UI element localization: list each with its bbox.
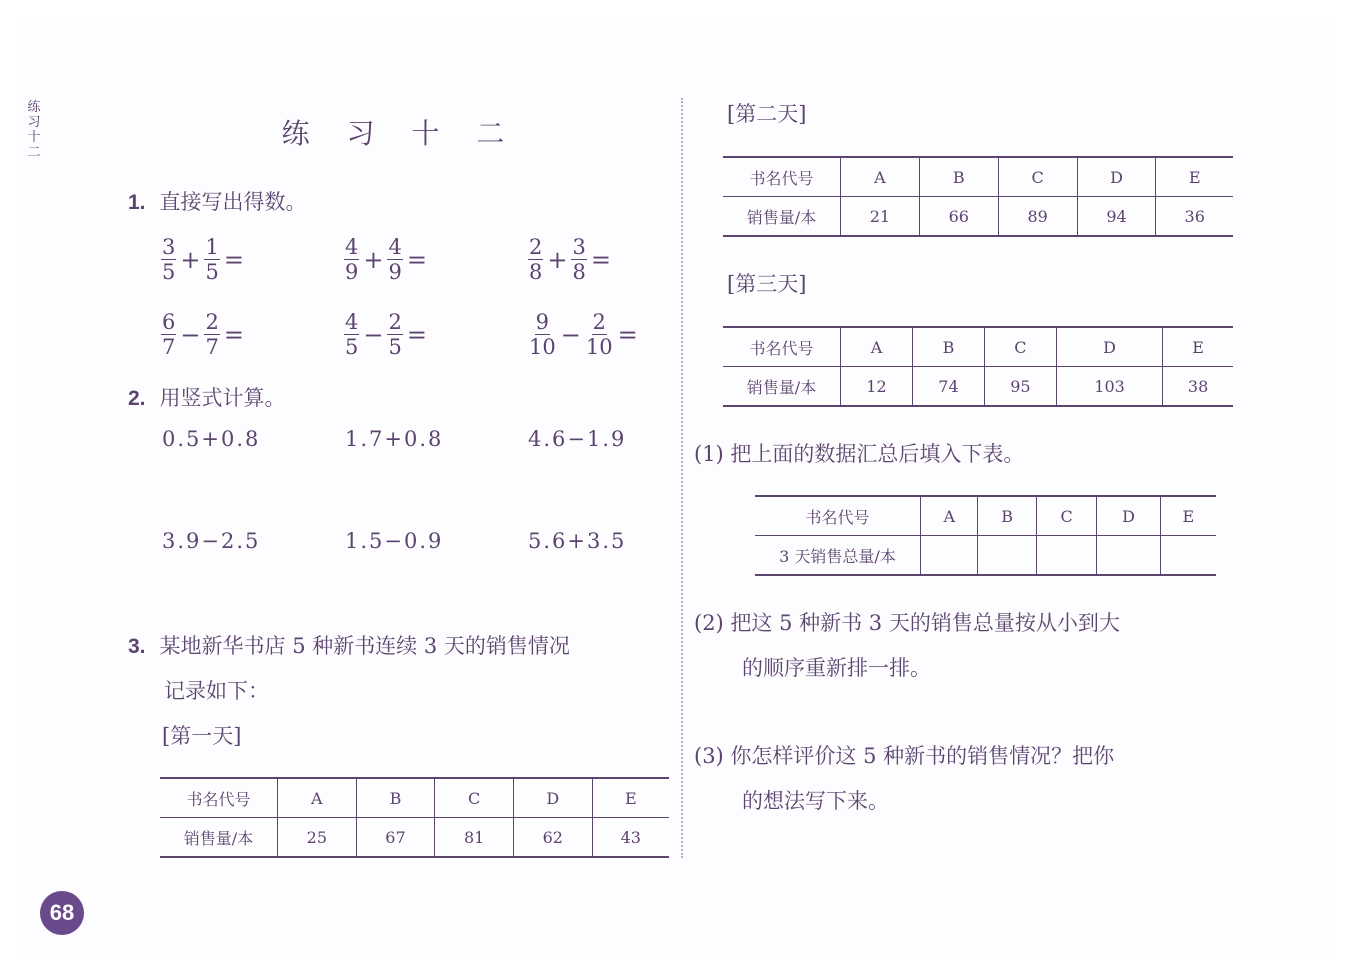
table-header-cell: B (919, 157, 998, 197)
numerator: 4 (345, 235, 359, 259)
numerator: 3 (162, 235, 176, 259)
fraction (204, 310, 219, 359)
day-1-label: [第一天] (162, 724, 242, 748)
table-header-cell: A (841, 157, 920, 197)
equals-sign: = (223, 245, 244, 274)
question-3 (128, 630, 570, 660)
operator: + (363, 245, 384, 274)
day-3-label: [第三天] (727, 272, 807, 296)
fraction-expression (343, 235, 430, 284)
table-row (755, 496, 1216, 536)
numerator: 6 (162, 310, 176, 334)
equals-sign: = (406, 320, 427, 349)
fraction (204, 235, 219, 284)
operator: − (560, 320, 581, 349)
table-row (160, 778, 669, 818)
side-chapter-label (26, 100, 42, 160)
table-cell: 25 (278, 818, 357, 858)
equals-sign: = (406, 245, 427, 274)
question-number: 2. (128, 387, 146, 410)
answer-cell[interactable] (1160, 536, 1216, 576)
table-row-label: 销售量/本 (160, 818, 278, 858)
summary-table (755, 495, 1216, 576)
table-header-cell: D (1056, 327, 1162, 367)
table-row (723, 157, 1233, 197)
question-text: 直接写出得数。 (159, 190, 307, 214)
fraction-expression (527, 235, 614, 284)
equals-sign: = (590, 245, 611, 274)
table-row (755, 536, 1216, 576)
table-header-cell: 书名代号 (805, 507, 870, 527)
answer-cell[interactable] (978, 536, 1036, 576)
sub-question-2-line2: 的顺序重新排一排。 (742, 656, 931, 680)
table-header-cell: A (841, 327, 913, 367)
page-number-badge: 68 (40, 891, 84, 935)
denominator: 5 (162, 260, 176, 284)
page-title: 练 习 十 二 (281, 117, 519, 150)
operator: + (547, 245, 568, 274)
table-header-cell: E (592, 778, 669, 818)
day-2-table (723, 156, 1233, 237)
numerator: 1 (205, 235, 219, 259)
table-header-cell: C (1036, 496, 1097, 536)
calc-expression: 4.6−1.9 (528, 427, 627, 451)
question-text: 某地新华书店 5 种新书连续 3 天的销售情况 (159, 634, 570, 658)
denominator: 7 (205, 335, 219, 359)
side-char: 习 (27, 115, 41, 130)
column-divider (681, 98, 683, 858)
table-cell: 103 (1056, 367, 1162, 407)
calc-expression: 5.6+3.5 (528, 529, 627, 553)
table-cell: 74 (912, 367, 984, 407)
fraction (528, 235, 543, 284)
operator: − (363, 320, 384, 349)
calc-expression: 0.5+0.8 (162, 427, 261, 451)
denominator: 9 (345, 260, 359, 284)
calc-expression: 1.7+0.8 (345, 427, 444, 451)
table-cell: 89 (998, 197, 1077, 237)
table-header-cell: 书名代号 (749, 338, 814, 358)
day-3-table (723, 326, 1233, 407)
sub-question-1: (1) 把上面的数据汇总后填入下表。 (694, 442, 1025, 466)
table-header-cell: C (984, 327, 1056, 367)
sub-question-3: (3) 你怎样评价这 5 种新书的销售情况？把你 (694, 744, 1115, 768)
numerator: 2 (388, 310, 402, 334)
table-header-cell: 书名代号 (749, 168, 814, 188)
table-header-cell: A (278, 778, 357, 818)
table-cell: 38 (1163, 367, 1233, 407)
table-cell: 66 (919, 197, 998, 237)
numerator: 2 (529, 235, 543, 259)
denominator: 8 (529, 260, 543, 284)
day-1-table (160, 777, 669, 858)
sub-question-2: (2) 把这 5 种新书 3 天的销售总量按从小到大 (694, 611, 1120, 635)
fraction (161, 235, 176, 284)
table-header-cell: B (978, 496, 1036, 536)
fraction-expression (160, 310, 247, 359)
numerator: 4 (345, 310, 359, 334)
fraction (344, 310, 359, 359)
answer-cell[interactable] (921, 536, 978, 576)
table-row (160, 818, 669, 858)
table-row-label: 销售量/本 (723, 367, 841, 407)
denominator: 7 (162, 335, 176, 359)
fraction (344, 235, 359, 284)
fraction (585, 310, 614, 359)
numerator: 9 (535, 310, 550, 334)
table-cell: 67 (356, 818, 435, 858)
table-row-label: 销售量/本 (723, 197, 841, 237)
denominator: 9 (388, 260, 402, 284)
table-header-cell: E (1160, 496, 1216, 536)
day-2-label: [第二天] (727, 102, 807, 126)
table-header-cell: C (998, 157, 1077, 197)
question-number: 1. (128, 191, 146, 214)
fraction (387, 310, 402, 359)
calc-expression: 3.9−2.5 (162, 529, 261, 553)
fraction-expression (160, 235, 247, 284)
table-row (723, 197, 1233, 237)
table-cell: 12 (841, 367, 913, 407)
question-2 (128, 382, 286, 412)
numerator: 3 (572, 235, 586, 259)
table-cell: 81 (435, 818, 514, 858)
question-number: 3. (128, 635, 146, 658)
table-header-cell: D (1077, 157, 1156, 197)
side-char: 练 (27, 100, 41, 115)
table-row-label: 3 天销售总量/本 (755, 536, 921, 576)
question-text: 用竖式计算。 (159, 386, 286, 410)
denominator: 5 (205, 260, 219, 284)
fraction (571, 235, 586, 284)
table-cell: 95 (984, 367, 1056, 407)
fraction (387, 235, 402, 284)
table-cell: 43 (592, 818, 669, 858)
denominator: 5 (345, 335, 359, 359)
fraction-expression (343, 310, 430, 359)
operator: − (180, 320, 201, 349)
table-header-cell: C (435, 778, 514, 818)
operator: + (180, 245, 201, 274)
side-char: 十 (27, 130, 41, 145)
denominator: 10 (529, 335, 556, 359)
denominator: 10 (585, 335, 613, 359)
table-cell: 94 (1077, 197, 1156, 237)
table-header-cell: E (1156, 157, 1233, 197)
table-header-cell: 书名代号 (186, 789, 251, 809)
table-header-cell: D (1097, 496, 1160, 536)
table-cell: 36 (1156, 197, 1233, 237)
numerator: 4 (388, 235, 402, 259)
fraction (528, 310, 557, 359)
denominator: 8 (572, 260, 586, 284)
question-3-line2: 记录如下： (164, 679, 269, 703)
table-cell: 62 (513, 818, 592, 858)
fraction (161, 310, 176, 359)
numerator: 2 (205, 310, 219, 334)
table-cell: 21 (841, 197, 920, 237)
denominator: 5 (388, 335, 402, 359)
table-header-cell: B (912, 327, 984, 367)
equals-sign: = (223, 320, 244, 349)
answer-cell[interactable] (1097, 536, 1160, 576)
sub-question-3-line2: 的想法写下来。 (742, 789, 889, 813)
equals-sign: = (617, 320, 638, 349)
table-row (723, 327, 1233, 367)
table-header-cell: E (1163, 327, 1233, 367)
calc-expression: 1.5−0.9 (345, 529, 444, 553)
answer-cell[interactable] (1036, 536, 1097, 576)
fraction-expression (527, 310, 641, 359)
table-header-cell: D (513, 778, 592, 818)
side-char: 二 (27, 145, 41, 160)
numerator: 2 (592, 310, 606, 334)
table-row (723, 367, 1233, 407)
table-header-cell: A (921, 496, 978, 536)
question-1 (128, 186, 307, 216)
table-header-cell: B (356, 778, 435, 818)
